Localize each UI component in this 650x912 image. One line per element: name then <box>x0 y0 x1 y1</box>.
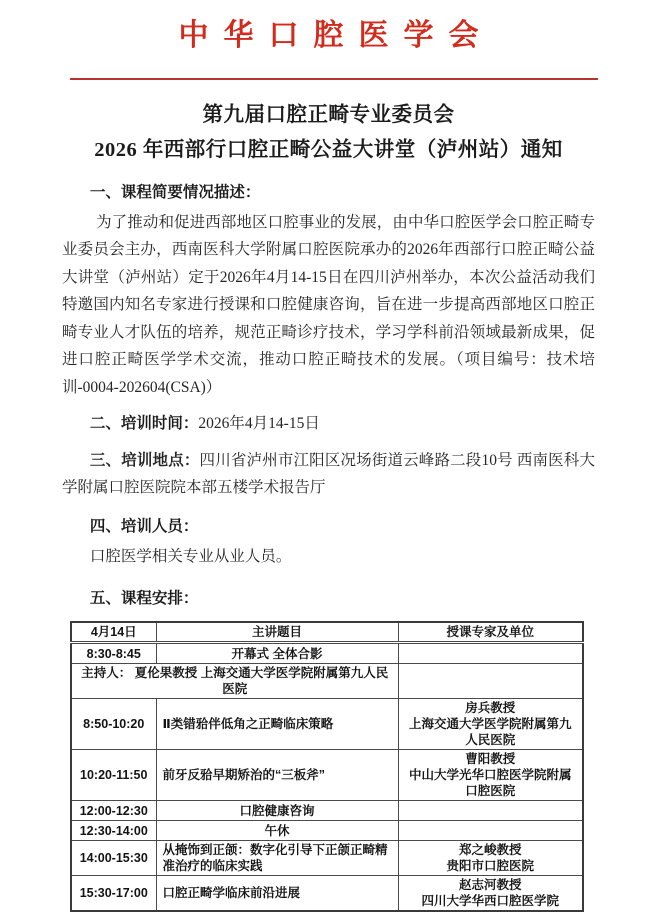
topic-cell: 午休 <box>156 821 398 841</box>
expert-line: 上海交通大学医学院附属第九人民医院 <box>408 717 572 747</box>
section2-heading: 二、培训时间： <box>89 415 199 432</box>
schedule-table-body <box>71 643 583 912</box>
time-cell: 8:50-10:20 <box>71 699 156 750</box>
schedule-table-header <box>71 622 583 643</box>
expert-line: 赵志河教授 <box>458 878 522 892</box>
expert-line: 中山大学光华口腔医学院附属口腔医院 <box>408 768 572 798</box>
header-cell-topic: 主讲题目 <box>156 622 398 643</box>
section4-body: 口腔医学相关专业从业人员。 <box>89 548 292 565</box>
section2-body: 2026年4月14-15日 <box>198 415 320 432</box>
time-cell: 12:30-14:00 <box>71 821 156 841</box>
topic-cell: 前牙反𬌗早期矫治的“三板斧” <box>156 750 398 801</box>
header-cell-expert: 授课专家及单位 <box>398 622 583 643</box>
time-cell: 12:00-12:30 <box>71 801 156 821</box>
section1-heading: 一、课程简要情况描述： <box>89 184 261 201</box>
topic-cell: 口腔健康咨询 <box>156 801 398 821</box>
expert-cell <box>398 643 583 664</box>
section5-heading: 五、课程安排： <box>89 589 199 607</box>
time-cell: 15:30-17:00 <box>71 876 156 912</box>
expert-line: 贵阳市口腔医院 <box>446 859 534 873</box>
table-row <box>71 750 583 801</box>
expert-line: 郑之峻教授 <box>458 843 522 857</box>
expert-cell <box>398 699 583 750</box>
letterhead-divider <box>70 78 598 80</box>
expert-line: 房兵教授 <box>465 701 516 715</box>
table-row <box>71 821 583 841</box>
expert-cell <box>398 750 583 801</box>
time-cell: 10:20-11:50 <box>71 750 156 801</box>
document-title-line1: 第九届口腔正畸专业委员会 <box>202 104 455 126</box>
topic-cell: Ⅱ类错𬌗伴低角之正畸临床策略 <box>156 699 398 750</box>
time-cell: 8:30-8:45 <box>71 643 156 664</box>
expert-line: 四川大学华西口腔医学院 <box>421 894 559 908</box>
section1-body: 为了推动和促进西部地区口腔事业的发展，由中华口腔医学会口腔正畸专业委员会主办，西南医科大学附属口腔医院承办的2026年西部行口腔正畸公益大讲堂（泸州站）定于2026年4月14-15日在四川泸州举办，本次公益活动我们特邀国内知名专家进行授课和口腔健康咨询，旨在进一步提高西部地区口腔正畸专业人才队伍的培养，规范正畸诊疗技术，学习学科前沿领域最新成果，促进口腔正畸医学学术交流，推动口腔正畸技术的发展。（项目编号：技术培训-0004-202604(CSA)） <box>62 213 595 396</box>
expert-line: 曹阳教授 <box>465 752 516 766</box>
table-row <box>71 801 583 821</box>
header-cell-date: 4月14日 <box>71 622 156 643</box>
table-row <box>71 841 583 876</box>
expert-cell <box>398 801 583 821</box>
expert-cell <box>398 664 583 699</box>
topic-cell: 开幕式 全体合影 <box>156 643 398 664</box>
topic-cell: 从掩饰到正颌：数字化引导下正颌正畸精准治疗的临床实践 <box>156 841 398 876</box>
organization-title: 中华口腔医学会 <box>178 19 494 52</box>
expert-cell <box>398 841 583 876</box>
table-row <box>71 876 583 912</box>
topic-cell: 口腔正畸学临床前沿进展 <box>156 876 398 912</box>
section3-heading: 三、培训地点： <box>89 451 200 469</box>
document-title-line2: 2026 年西部行口腔正畸公益大讲堂（泸州站）通知 <box>94 139 563 161</box>
section3-body: 四川省泸州市江阳区况场街道云峰路二段10号 西南医科大学附属口腔医院院本部五楼学术报告厅 <box>62 451 595 496</box>
schedule-table <box>70 621 584 912</box>
header-row <box>71 622 583 643</box>
time-cell: 14:00-15:30 <box>71 841 156 876</box>
table-row <box>71 699 583 750</box>
host-cell: 主持人： 夏伦果教授 上海交通大学医学院附属第九人民医院 <box>71 664 398 699</box>
section3-line <box>62 447 595 502</box>
table-row <box>71 643 583 664</box>
expert-cell <box>398 876 583 912</box>
table-row <box>71 664 583 699</box>
expert-cell <box>398 821 583 841</box>
section4-heading: 四、培训人员： <box>89 517 199 535</box>
section2-line <box>62 410 595 438</box>
document-title <box>62 98 595 168</box>
